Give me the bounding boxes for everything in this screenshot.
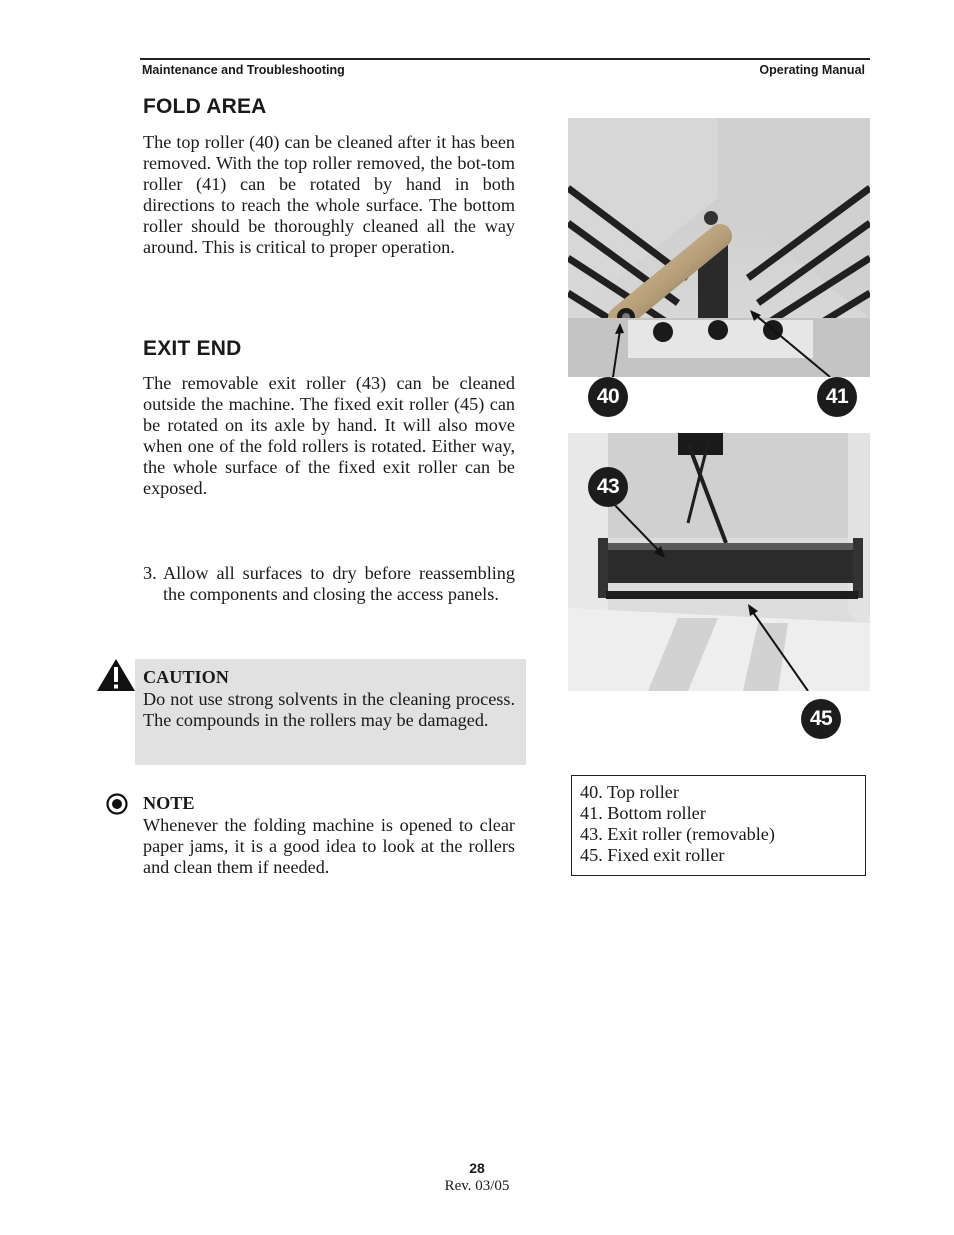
note-title: NOTE <box>143 793 195 813</box>
legend-item: 40. Top roller <box>580 782 679 802</box>
fold-area-heading: FOLD AREA <box>143 95 267 118</box>
step-text: Allow all surfaces to dry before reassembling the components and closing the access panels. <box>163 563 515 604</box>
legend-item: 45. Fixed exit roller <box>580 845 725 865</box>
header-rule <box>140 58 870 60</box>
fold-area-photo <box>568 118 870 377</box>
caution-text: Do not use strong solvents in the cleaning process. The compounds in the rollers may be damaged. <box>143 689 515 730</box>
step-item <box>143 563 515 605</box>
header-manual-title: Operating Manual <box>759 63 865 77</box>
exit-end-heading: EXIT END <box>143 337 242 360</box>
legend-item: 43. Exit roller (removable) <box>580 824 775 844</box>
legend-item: 41. Bottom roller <box>580 803 706 823</box>
parts-legend <box>571 775 866 876</box>
exit-end-text: The removable exit roller (43) can be cleaned outside the machine. The fixed exit roller (45) can be rotated on its axle by hand. It will also move when one of the fold rollers is rotated. Either way, the whole surface of the fixed exit roller can be exposed. <box>143 373 515 498</box>
caution-title: CAUTION <box>143 667 229 687</box>
warning-triangle-icon <box>96 658 136 692</box>
revision-label: Rev. 03/05 <box>444 1178 510 1194</box>
page-number: 28 <box>469 1160 485 1176</box>
note-bullet-icon <box>106 793 128 815</box>
callout-fixed-exit-roller: 45 <box>801 699 841 739</box>
note-text: Whenever the folding machine is opened to clear paper jams, it is a good idea to look at the rollers and clean them if needed. <box>143 815 515 877</box>
fold-area-text: The top roller (40) can be cleaned after it has been removed. With the top roller removed, the bot-tom roller (41) can be rotated by hand in both directions to reach the whole surface. The bottom roller should be thoroughly cleaned all the way around. This is critical to proper operation. <box>143 132 515 257</box>
step-number: 3. <box>143 563 157 583</box>
callout-bottom-roller: 41 <box>817 377 857 417</box>
callout-exit-roller: 43 <box>588 467 628 507</box>
callout-top-roller: 40 <box>588 377 628 417</box>
header-section-title: Maintenance and Troubleshooting <box>142 63 345 77</box>
